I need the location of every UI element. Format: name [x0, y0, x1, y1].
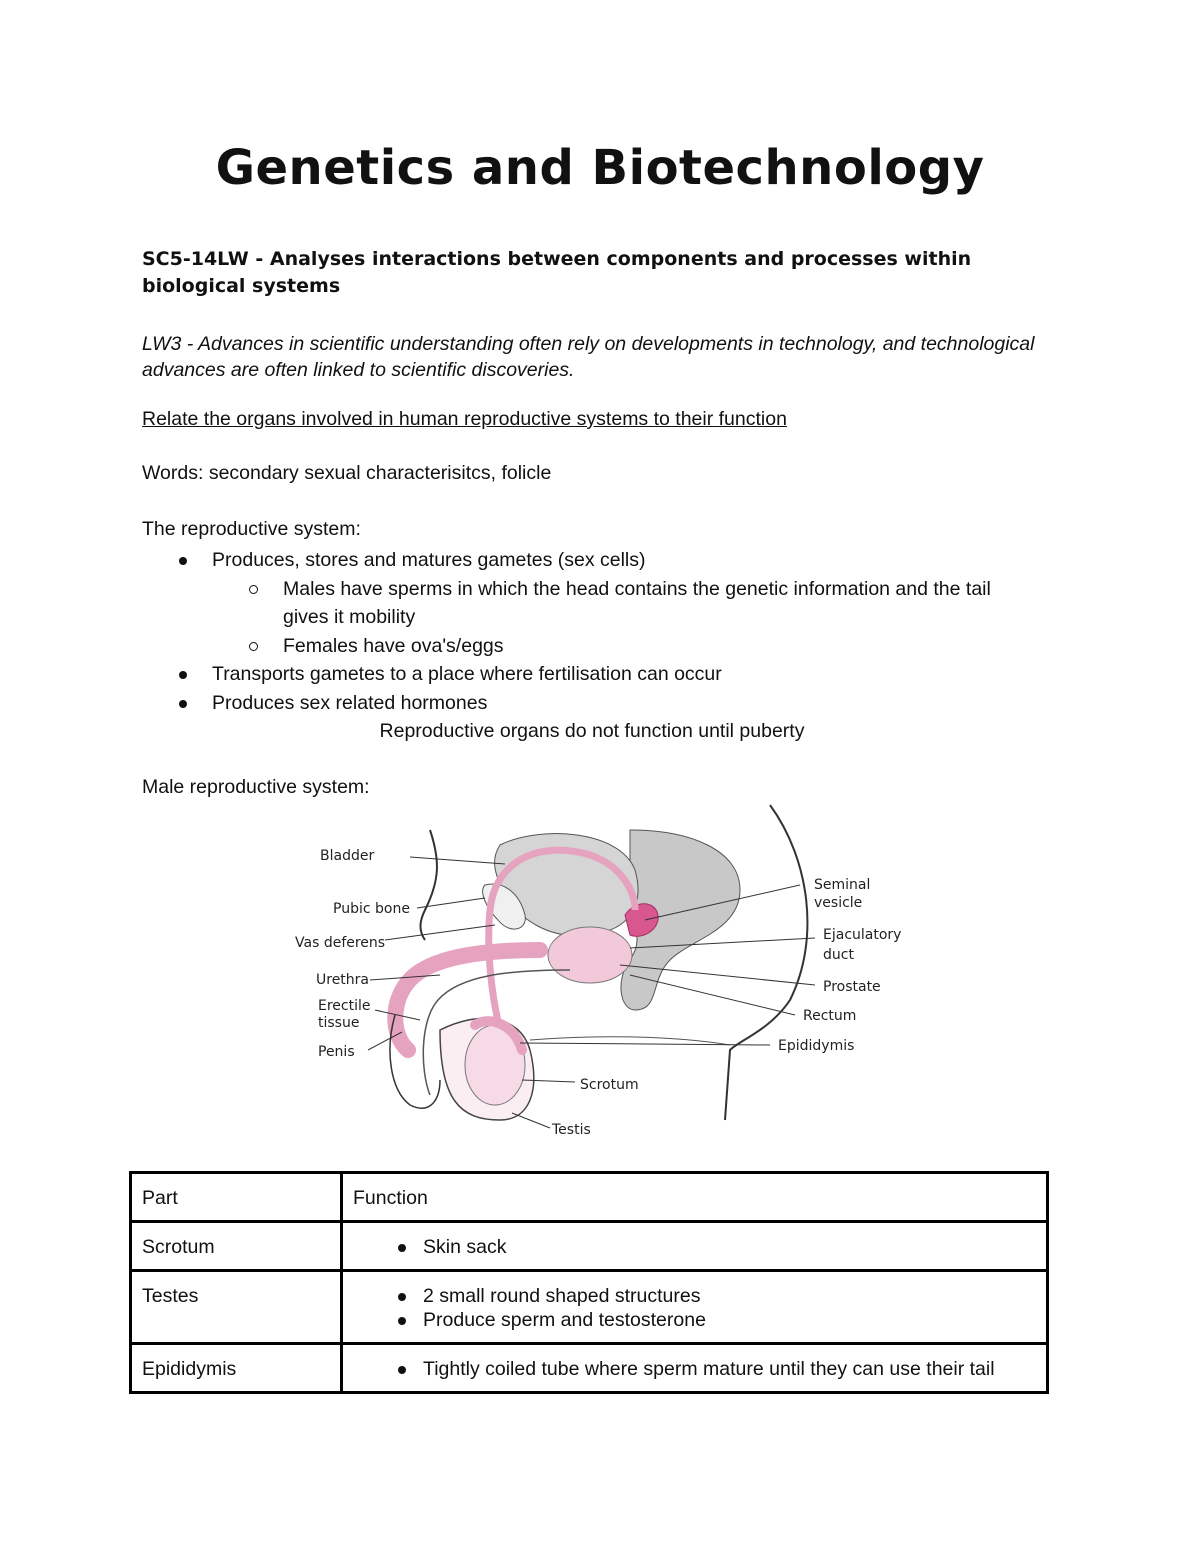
function-item [353, 1235, 1036, 1259]
table-row [131, 1222, 1048, 1271]
label-erectile-tissue: tissue [318, 1015, 360, 1031]
bullet-icon [398, 1366, 406, 1374]
label-erectile: Erectile [318, 998, 371, 1014]
body-outline [420, 830, 437, 940]
bullet-icon [398, 1244, 406, 1252]
label-ejaculatory-duct: duct [823, 947, 854, 963]
list-item-text: Produces, stores and matures gametes (sex cells) [212, 549, 646, 571]
sub-list-item [142, 632, 1042, 661]
list-item-text: Transports gametes to a place where fertilisation can occur [212, 663, 722, 685]
label-penis: Penis [318, 1044, 355, 1060]
function-item [353, 1308, 1036, 1332]
syllabus-outcome: SC5-14LW - Analyses interactions between components and processes within biological systems [142, 248, 972, 297]
function-text: Tightly coiled tube where sperm mature until they can use their tail [423, 1358, 995, 1380]
table-row [131, 1344, 1048, 1393]
function-item [353, 1284, 1036, 1308]
label-urethra: Urethra [316, 972, 370, 988]
lw3-statement: LW3 - Advances in scientific understanding often rely on developments in technology, and technological advances are often linked to scientific discoveries. [142, 333, 1035, 381]
reproductive-system-list [142, 546, 1042, 746]
label-pubic-bone: Pubic bone [333, 901, 410, 917]
label-seminal-vesicle: vesicle [814, 895, 863, 911]
label-ejaculatory: Ejaculatory [823, 927, 902, 943]
function-cell [342, 1222, 1048, 1271]
label-vas-deferens: Vas deferens [295, 935, 386, 951]
label-scrotum: Scrotum [580, 1077, 639, 1093]
puberty-note: Reproductive organs do not function until puberty [379, 720, 805, 742]
function-text: Skin sack [423, 1236, 507, 1258]
function-list [353, 1235, 1036, 1259]
function-list [353, 1357, 1036, 1381]
page-title: Genetics and Biotechnology [215, 140, 985, 196]
header-part: Part [131, 1173, 342, 1222]
function-text: Produce sperm and testosterone [423, 1309, 706, 1331]
learning-intention: Relate the organs involved in human reproductive systems to their function [142, 408, 787, 430]
key-words: Words: secondary sexual characterisitcs, folicle [142, 462, 552, 484]
label-epididymis: Epididymis [778, 1038, 855, 1054]
function-cell [342, 1271, 1048, 1344]
hollow-bullet-icon [249, 585, 258, 594]
label-testis: Testis [552, 1122, 591, 1138]
list-item [142, 660, 1042, 689]
list-item [142, 689, 1042, 718]
label-rectum: Rectum [803, 1008, 857, 1024]
function-list [353, 1284, 1036, 1332]
table-header-row [131, 1173, 1048, 1222]
reproductive-system-heading: The reproductive system: [142, 518, 361, 540]
list-item [142, 546, 1042, 575]
bullet-icon [398, 1317, 406, 1325]
part-cell: Testes [131, 1271, 342, 1344]
part-cell: Epididymis [131, 1344, 342, 1393]
male-reproductive-diagram [290, 800, 910, 1145]
label-seminal: Seminal [814, 877, 871, 893]
sub-list-item-text: Females have ova's/eggs [283, 634, 504, 657]
prostate-shape [548, 927, 632, 983]
label-prostate: Prostate [823, 979, 881, 995]
bullet-icon [398, 1293, 406, 1301]
bullet-icon [179, 700, 187, 708]
hollow-bullet-icon [249, 642, 258, 651]
bullet-icon [179, 557, 187, 565]
list-item-text: Produces sex related hormones [212, 691, 488, 714]
sub-list-item-text: Males have sperms in which the head contains the genetic information and the tail gives it mobility [283, 577, 991, 628]
function-cell [342, 1344, 1048, 1393]
label-bladder: Bladder [320, 848, 375, 864]
back-outline [725, 805, 807, 1120]
header-function: Function [342, 1173, 1048, 1222]
function-item [353, 1357, 1036, 1381]
male-system-heading: Male reproductive system: [142, 776, 370, 798]
bullet-icon [179, 671, 187, 679]
part-cell: Scrotum [131, 1222, 342, 1271]
function-text: 2 small round shaped structures [423, 1285, 701, 1307]
table-row [131, 1271, 1048, 1344]
parts-function-table [129, 1171, 1049, 1394]
sub-list-item [142, 575, 1042, 632]
